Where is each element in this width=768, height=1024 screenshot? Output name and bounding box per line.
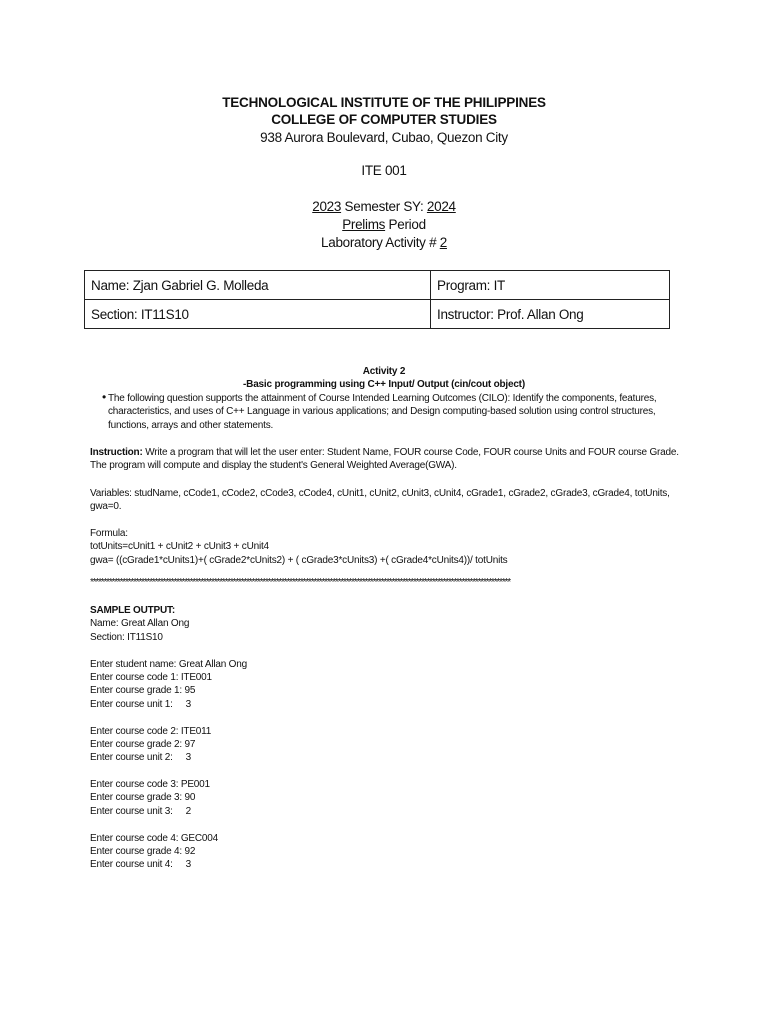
output-course3-code: Enter course code 3: PE001 xyxy=(90,779,210,791)
semester-label: Semester SY: xyxy=(341,199,427,214)
output-course1-grade: Enter course grade 1: 95 xyxy=(90,685,196,697)
section-cell: Section: IT11S10 xyxy=(85,300,431,329)
cilo-bullet xyxy=(102,390,688,432)
period-name: Prelims xyxy=(342,217,386,232)
output-course2-grade: Enter course grade 2: 97 xyxy=(90,738,196,750)
activity-subtitle: -Basic programming using C++ Input/ Output (cin/cout object) xyxy=(243,379,525,391)
output-course1-code: Enter course code 1: ITE001 xyxy=(90,671,212,683)
output-course4-unit: Enter course unit 4: 3 xyxy=(90,859,191,871)
course-code: ITE 001 xyxy=(361,163,407,178)
spacer xyxy=(90,765,690,778)
activity-line xyxy=(0,235,768,250)
bullet-icon: • xyxy=(102,390,107,404)
spacer xyxy=(90,711,690,724)
variables-paragraph: Variables: studName, cCode1, cCode2, cCode3, cCode4, cUnit1, cUnit2, cUnit3, cUnit4, cGrade1, cGrade2, cGrade3, cGrade4, totUnits, gwa=0. xyxy=(90,488,670,513)
period-suffix: Period xyxy=(385,217,426,232)
period-line xyxy=(0,217,768,232)
separator-line: ************************************************************************************************************************************************************ xyxy=(90,577,510,588)
cilo-text: The following question supports the attainment of Course Intended Learning Outcomes (CILO): Identify the components, features, characteristics, and uses of C++ Language in various applications; and Design computing-based solution using control structures, functions, arrays and other statements. xyxy=(108,393,657,431)
document-header xyxy=(0,94,768,147)
sy-year: 2024 xyxy=(426,199,456,214)
student-info-table xyxy=(84,270,670,329)
activity-prefix: Laboratory Activity # xyxy=(321,235,440,250)
formula-totunits: totUnits=cUnit1 + cUnit2 + cUnit3 + cUnit4 xyxy=(90,541,269,553)
instruction-label: Instruction: xyxy=(90,447,143,458)
semester-line xyxy=(0,199,768,214)
sample-output-label: SAMPLE OUTPUT: xyxy=(90,605,175,616)
sample-output-block xyxy=(90,604,690,872)
college-name: COLLEGE OF COMPUTER STUDIES xyxy=(271,112,497,127)
student-name-cell: Name: Zjan Gabriel G. Molleda xyxy=(85,271,431,300)
output-section-line: Section: IT11S10 xyxy=(90,631,163,643)
table-row xyxy=(85,271,670,300)
formula-gwa: gwa= ((cGrade1*cUnits1)+( cGrade2*cUnits2) + ( cGrade3*cUnits3) +( cGrade4*cUnits4))/ totUnits xyxy=(90,554,508,566)
instructor-cell: Instructor: Prof. Allan Ong xyxy=(431,300,670,329)
formula-label: Formula: xyxy=(90,528,128,539)
activity-title: Activity 2 xyxy=(362,366,406,377)
output-course1-unit: Enter course unit 1: 3 xyxy=(90,698,191,710)
output-student-prompt: Enter student name: Great Allan Ong xyxy=(90,658,247,670)
spacer xyxy=(90,818,690,831)
table-row xyxy=(85,300,670,329)
formula-block xyxy=(90,527,690,567)
activity-title-block xyxy=(0,365,768,392)
instruction-text: Write a program that will let the user enter: Student Name, FOUR course Code, FOUR course Units and FOUR course Grade. The program will compute and display the student's General Weighted Average(GWA). xyxy=(90,447,679,472)
output-course4-code: Enter course code 4: GEC004 xyxy=(90,832,219,844)
program-cell: Program: IT xyxy=(431,271,670,300)
output-course2-code: Enter course code 2: ITE011 xyxy=(90,725,212,737)
output-course4-grade: Enter course grade 4: 92 xyxy=(90,846,196,858)
output-name-line: Name: Great Allan Ong xyxy=(90,618,190,630)
address: 938 Aurora Boulevard, Cubao, Quezon City xyxy=(260,130,508,145)
output-course3-unit: Enter course unit 3: 2 xyxy=(90,805,191,817)
semester-year: 2023 xyxy=(312,199,342,214)
spacer xyxy=(90,644,690,657)
activity-number: 2 xyxy=(439,235,447,250)
institution-name: TECHNOLOGICAL INSTITUTE OF THE PHILIPPINES xyxy=(222,95,546,110)
instruction-paragraph xyxy=(90,446,690,473)
output-course2-unit: Enter course unit 2: 3 xyxy=(90,752,191,764)
output-course3-grade: Enter course grade 3: 90 xyxy=(90,792,196,804)
